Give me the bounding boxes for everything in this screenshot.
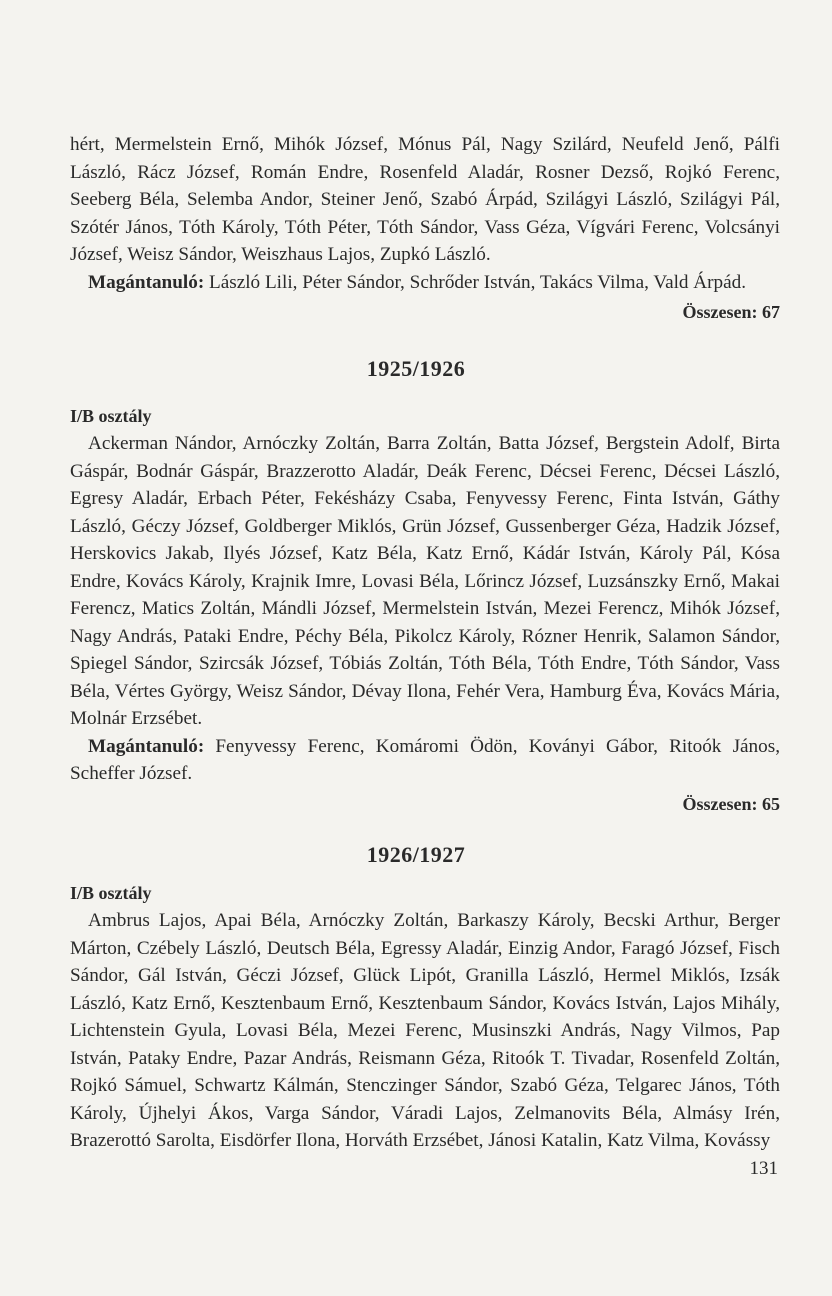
names-1926: Ambrus Lajos, Apai Béla, Arnóczky Zoltán, Barkaszy Károly, Becski Arthur, Berger Márton, Czébely László, Deutsch Béla, Egressy Aladár, Einzig Andor, Faragó József, Fisch Sándor, Gál István, Géczi József, Glück Lipót, Granilla László, Hermel Miklós, Izsák László, Katz Ernő, Kesztenbaum Ernő, Kesztenbaum Sándor, Kovács István, Lajos Mihály, Lichtenstein Gyula, Lovasi Béla, Mezei Ferenc, Musinszki András, Nagy Vilmos, Pap István, Pataky Endre, Pazar András, Reismann Géza, Ritoók T. Tivadar, Rosenfeld Zoltán, Rojkó Sámuel, Schwartz Kálmán, Stenczinger Sándor, Szabó Géza, Telgarec János, Tóth Károly, Újhelyi Ákos, Varga Sándor, Váradi Lajos, Zelmanovits Béla, Almásy Irén, Brazerottó Sarolta, Eisdörfer Ilona, Horváth Erzsébet, Jánosi Katalin, Katz Vilma, Kovássy — [70, 910, 780, 1151]
continuation-total: Összesen: 67 — [682, 302, 780, 322]
class-heading-1926: I/B osztály — [70, 883, 152, 903]
section-1925 — [70, 403, 780, 818]
continuation-names: hért, Mermelstein Ernő, Mihók József, Mónus Pál, Nagy Szilárd, Neufeld Jenő, Pálfi László, Rácz József, Román Endre, Rosenfeld Aladár, Rosner Dezső, Rojkó Ferenc, Seeberg Béla, Selemba Andor, Steiner Jenő, Szabó Árpád, Szilágyi László, Szilágyi Pál, Szótér János, Tóth Károly, Tóth Péter, Tóth Sándor, Vass Géza, Vígvári Ferenc, Volcsányi József, Weisz Sándor, Weiszhaus Lajos, Zupkó László. — [70, 134, 780, 265]
names-1925: Ackerman Nándor, Arnóczky Zoltán, Barra Zoltán, Batta József, Bergstein Adolf, Birta Gáspár, Bodnár Gáspár, Brazzerotto Aladár, Deák Ferenc, Décsei Ferenc, Décsei László, Egresy Aladár, Erbach Péter, Fekésházy Csaba, Fenyvessy Ferenc, Finta István, Gáthy László, Géczy József, Goldberger Miklós, Grün József, Gussenberger Géza, Hadzik József, Herskovics Jakab, Ilyés József, Katz Béla, Katz Ernő, Kádár István, Károly Pál, Kósa Endre, Kovács Károly, Krajnik Imre, Lovasi Béla, Lőrincz József, Luzsánszky Ernő, Makai Ferencz, Matics Zoltán, Mándli József, Mermelstein István, Mezei Ferencz, Mihók József, Nagy András, Pataki Endre, Péchy Béla, Pikolcz Károly, Rózner Henrik, Salamon Sándor, Spiegel Sándor, Szircsák József, Tóbiás Zoltán, Tóth Béla, Tóth Endre, Tóth Sándor, Vass Béla, Vértes György, Weisz Sándor, Dévay Ilona, Fehér Vera, Hamburg Éva, Kovács Mária, Molnár Erzsébet. — [70, 433, 780, 729]
class-heading-1925: I/B osztály — [70, 406, 152, 426]
page-number: 131 — [749, 1158, 778, 1179]
private-label-1925: Magántanuló: — [88, 735, 205, 757]
continuation-private-names: László Lili, Péter Sándor, Schrőder István, Takács Vilma, Vald Árpád. — [204, 271, 747, 293]
section-1926 — [70, 880, 780, 1155]
private-names-1925: Fenyvessy Ferenc, Komáromi Ödön, Koványi Gábor, Ritoók János, Scheffer József. — [70, 735, 780, 784]
continuation-private-paragraph — [70, 269, 780, 297]
year-heading-1926: 1926/1927 — [366, 842, 466, 867]
total-1925: Összesen: 65 — [682, 793, 780, 814]
private-paragraph-1925 — [70, 733, 780, 788]
continuation-private-label: Magántanuló: — [88, 271, 205, 293]
continuation-block — [70, 131, 780, 326]
year-heading-1925: 1925/1926 — [366, 356, 466, 381]
